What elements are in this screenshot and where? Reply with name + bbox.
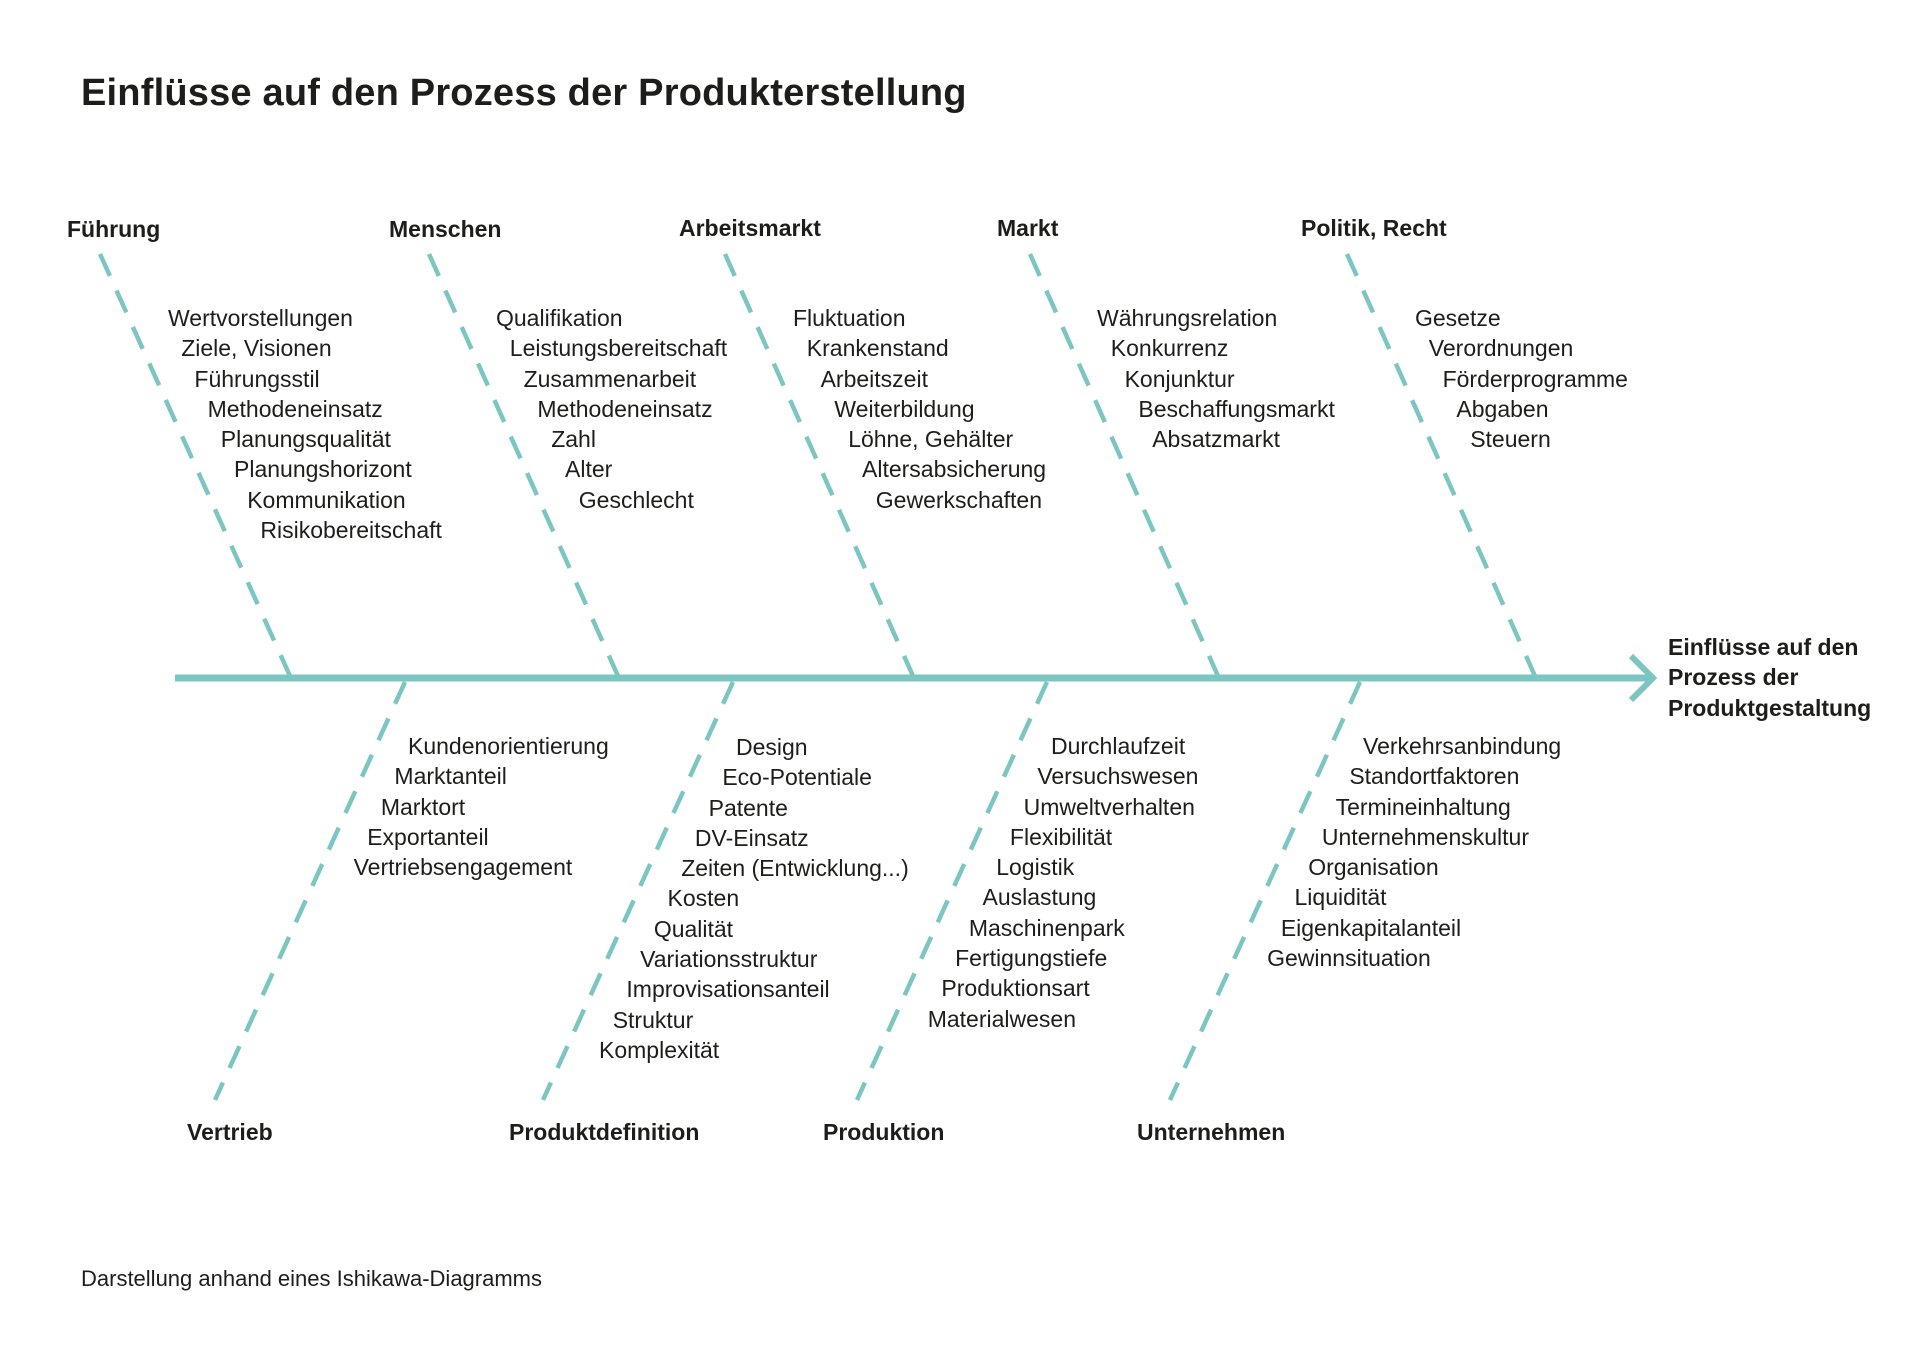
cause-item: Krankenstand <box>806 335 949 362</box>
cause-item: Maschinenpark <box>968 914 1125 941</box>
page-title: Einflüsse auf den Prozess der Produkterstellung <box>81 72 967 114</box>
cause-item: Durchlaufzeit <box>1051 733 1186 759</box>
cause-item: Gesetze <box>1415 305 1501 331</box>
cause-item: Beschaffungsmarkt <box>1138 395 1335 422</box>
cause-item: DV-Einsatz <box>694 824 809 851</box>
cause-item: Unternehmenskultur <box>1321 823 1530 850</box>
cause-item: Versuchswesen <box>1037 763 1199 790</box>
cause-item: Eco-Potentiale <box>722 764 872 791</box>
cause-item: Planungshorizont <box>234 456 412 483</box>
cause-item: Termineinhaltung <box>1335 793 1511 820</box>
cause-item: Auslastung <box>982 884 1097 911</box>
cause-item: Abgaben <box>1456 395 1549 422</box>
category-label: Führung <box>67 216 161 242</box>
cause-item: Qualität <box>653 915 734 942</box>
cause-item: Liquidität <box>1294 884 1387 911</box>
category-label: Produktion <box>823 1119 945 1145</box>
cause-item: Qualifikation <box>496 305 623 331</box>
footnote: Darstellung anhand eines Ishikawa-Diagramms <box>81 1266 543 1291</box>
cause-item: Gewerkschaften <box>875 486 1042 513</box>
category-label: Menschen <box>389 216 502 242</box>
effect-label-line: Prozess der <box>1668 664 1799 691</box>
cause-item: Leistungsbereitschaft <box>509 335 728 362</box>
cause-item: Eigenkapitalanteil <box>1280 914 1462 941</box>
cause-item: Steuern <box>1470 426 1551 453</box>
cause-item: Flexibilität <box>1009 823 1113 850</box>
cause-item: Weiterbildung <box>834 395 975 422</box>
cause-item: Umweltverhalten <box>1023 793 1195 820</box>
cause-item: Vertriebsengagement <box>353 854 573 881</box>
cause-item: Konjunktur <box>1124 365 1235 392</box>
cause-list <box>168 303 442 545</box>
cause-item: Fertigungstiefe <box>955 945 1108 972</box>
cause-list <box>927 731 1222 1034</box>
effect-label-line: Produktgestaltung <box>1668 694 1872 721</box>
cause-item: Absatzmarkt <box>1152 426 1281 453</box>
cause-list <box>1415 303 1628 454</box>
cause-item: Ziele, Visionen <box>181 335 332 362</box>
cause-item: Kosten <box>667 885 740 912</box>
cause-item: Patente <box>708 794 788 821</box>
cause-item: Marktort <box>380 793 466 820</box>
cause-item: Marktanteil <box>394 763 507 790</box>
cause-item: Methodeneinsatz <box>207 395 383 422</box>
cause-item: Standortfaktoren <box>1349 763 1520 790</box>
cause-item: Organisation <box>1308 854 1439 881</box>
cause-item: Variationsstruktur <box>640 946 818 973</box>
cause-item: Wertvorstellungen <box>168 305 353 331</box>
cause-item: Planungsqualität <box>220 426 391 453</box>
cause-item: Arbeitszeit <box>820 365 928 392</box>
cause-item: Produktionsart <box>941 975 1090 1002</box>
cause-item: Design <box>736 734 808 760</box>
cause-item: Gewinnsituation <box>1267 945 1431 972</box>
cause-item: Kommunikation <box>247 486 406 513</box>
cause-item: Währungsrelation <box>1097 305 1278 331</box>
cause-item: Methodeneinsatz <box>537 395 713 422</box>
cause-item: Führungsstil <box>194 365 320 392</box>
cause-item: Zusammenarbeit <box>523 365 697 392</box>
category-label: Arbeitsmarkt <box>679 215 821 241</box>
cause-item: Zahl <box>551 426 596 453</box>
cause-item: Verkehrsanbindung <box>1363 733 1562 759</box>
effect-label <box>1668 632 1908 723</box>
category-label: Markt <box>997 215 1059 241</box>
category-label: Produktdefinition <box>509 1119 700 1145</box>
cause-item: Alter <box>565 456 613 483</box>
cause-item: Geschlecht <box>578 486 694 513</box>
cause-list <box>1097 303 1335 454</box>
category-label: Vertrieb <box>187 1119 273 1145</box>
cause-item: Altersabsicherung <box>862 456 1047 483</box>
cause-list <box>353 731 627 882</box>
cause-item: Fluktuation <box>793 305 906 331</box>
category-bone <box>215 682 405 1100</box>
cause-item: Exportanteil <box>367 823 489 850</box>
cause-item: Verordnungen <box>1428 335 1574 362</box>
cause-item: Förderprogramme <box>1442 365 1628 392</box>
cause-list <box>496 303 728 515</box>
cause-item: Komplexität <box>599 1036 720 1063</box>
cause-item: Logistik <box>996 854 1075 881</box>
cause-list <box>793 303 1047 515</box>
cause-item: Improvisationsanteil <box>626 976 830 1003</box>
category-label: Politik, Recht <box>1301 215 1447 241</box>
cause-item: Materialwesen <box>927 1005 1076 1032</box>
cause-item: Kundenorientierung <box>408 733 609 759</box>
cause-list <box>1267 731 1570 973</box>
cause-item: Struktur <box>612 1006 694 1033</box>
cause-item: Löhne, Gehälter <box>848 426 1014 453</box>
cause-item: Konkurrenz <box>1110 335 1229 362</box>
cause-item: Risikobereitschaft <box>260 517 442 544</box>
effect-label-line: Einflüsse auf den <box>1668 634 1859 660</box>
category-label: Unternehmen <box>1137 1119 1286 1145</box>
cause-item: Zeiten (Entwicklung...) <box>681 855 909 882</box>
